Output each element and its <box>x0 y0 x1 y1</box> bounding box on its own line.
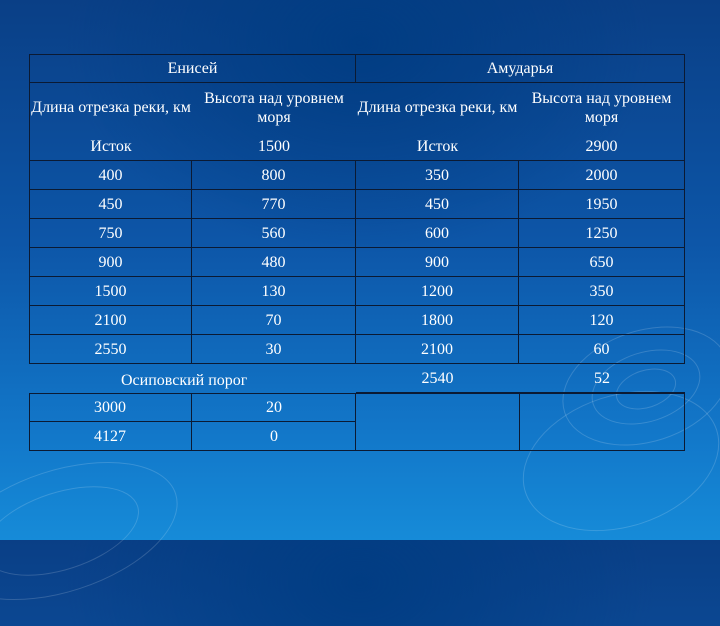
empty-area <box>356 393 685 451</box>
table-cell: 480 <box>192 248 356 277</box>
table-cell: 2900 <box>519 132 685 161</box>
table-cell: 2550 <box>29 335 192 364</box>
table-cell: 2100 <box>356 335 519 364</box>
subheader-amudarya-height: Высота над уровнем моря <box>519 83 685 132</box>
table-cell: 1500 <box>192 132 356 161</box>
table-cell: 2000 <box>519 161 685 190</box>
subheader-yenisei-height: Высота над уровнем моря <box>204 89 344 126</box>
table-border <box>356 392 685 393</box>
table-cell: 1200 <box>356 277 519 306</box>
table-cell: 600 <box>356 219 519 248</box>
subheader-yenisei-length: Длина отрезка реки, км <box>29 83 192 132</box>
osipovsky-rapids-text: Осиповский порог <box>121 372 248 389</box>
header-yenisei: Енисей <box>29 54 356 83</box>
table-cell: 450 <box>29 190 192 219</box>
table-cell: Исток <box>29 132 192 161</box>
table-cell: 1950 <box>519 190 685 219</box>
table-cell: 2540 <box>421 370 454 387</box>
table-cell: 350 <box>356 161 519 190</box>
table-border <box>356 450 685 451</box>
subheader-amudarya-length: Длина отрезка реки, км <box>357 99 518 116</box>
table-cell: 450 <box>356 190 519 219</box>
table-border <box>519 392 520 450</box>
table-cell: 52 <box>594 370 610 387</box>
table-cell: Исток <box>356 132 519 161</box>
table-cell-text: 3000 <box>94 399 126 416</box>
table-cell: 70 <box>192 306 356 335</box>
table-cell: 350 <box>519 277 685 306</box>
table-cell: 60 <box>519 335 685 364</box>
table-cell: 1500 <box>29 277 192 306</box>
table-cell: 130 <box>192 277 356 306</box>
table-cell: 900 <box>356 248 519 277</box>
table-cell: 1800 <box>356 306 519 335</box>
table-cell: 560 <box>192 219 356 248</box>
table-cell: 770 <box>192 190 356 219</box>
table-cell: 750 <box>29 219 192 248</box>
table-cell: 900 <box>29 248 192 277</box>
river-data-table <box>29 54 685 450</box>
table-cell: 400 <box>29 161 192 190</box>
table-cell: 800 <box>192 161 356 190</box>
table-cell: 30 <box>192 335 356 364</box>
table-border <box>684 392 685 450</box>
table-cell: 120 <box>519 306 685 335</box>
header-amudarya: Амударья <box>356 54 685 83</box>
table-cell-text: 4127 <box>94 428 126 445</box>
table-cell-text: 0 <box>270 428 278 445</box>
table-cell: 2100 <box>29 306 192 335</box>
table-cell-text: 20 <box>266 399 282 416</box>
table-cell: 1250 <box>519 219 685 248</box>
table-cell: 650 <box>519 248 685 277</box>
